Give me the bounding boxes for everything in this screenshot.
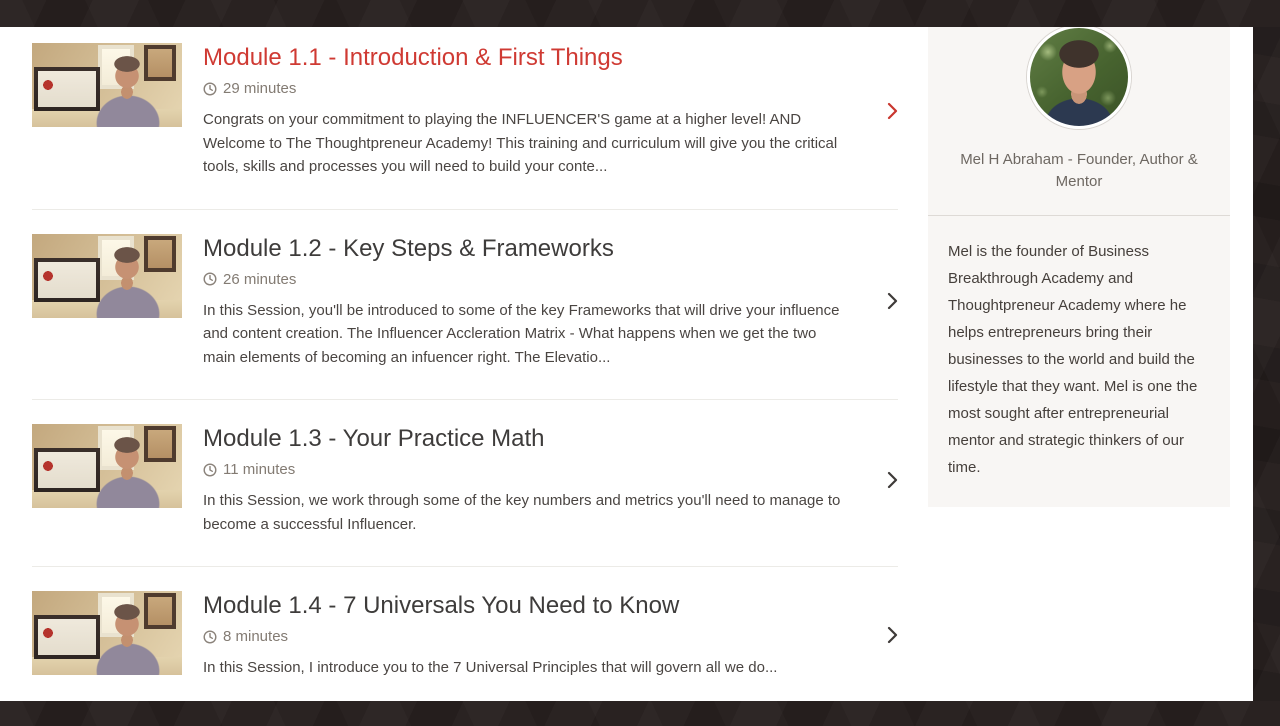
module-title[interactable]: Module 1.3 - Your Practice Math (203, 425, 545, 452)
chevron-right-icon[interactable] (872, 43, 898, 179)
module-row-1-4[interactable] (32, 591, 898, 710)
clock-icon (203, 272, 217, 286)
module-info (203, 234, 872, 370)
module-duration-label: 29 minutes (223, 80, 297, 97)
module-info (203, 591, 872, 680)
module-description: Congrats on your commitment to playing the INFLUENCER'S game at a higher level! AND Welcome to The Thoughtpreneur Academy! This training and curriculum will give you the critical tools, skills and processes you will need to build your conte... (203, 111, 838, 175)
chevron-right-icon[interactable] (872, 591, 898, 680)
module-description: In this Session, we work through some of the key numbers and metrics you'll need to manage to become a successful Influencer. (203, 492, 841, 533)
module-duration-label: 11 minutes (223, 461, 296, 478)
instructor-avatar (1027, 27, 1131, 129)
module-duration (203, 271, 872, 288)
module-info (203, 43, 872, 179)
top-bar (0, 0, 1280, 27)
chevron-right-icon[interactable] (872, 234, 898, 370)
module-duration (203, 461, 872, 478)
module-title[interactable]: Module 1.4 - 7 Universals You Need to Know (203, 592, 680, 619)
instructor-bio: Mel is the founder of Business Breakthrough Academy and Thoughtpreneur Academy where he helps entrepreneurs bring their businesses to the world and build the lifestyle that they want. Mel is one the most sought after entrepreneurial mentor and strategic thinkers of our time. (948, 243, 1198, 476)
module-thumbnail[interactable] (32, 591, 182, 675)
chevron-right-icon[interactable] (872, 424, 898, 536)
module-duration (203, 628, 872, 645)
clock-icon (203, 630, 217, 644)
module-description: In this Session, I introduce you to the 7 Universal Principles that will govern all we do... (203, 659, 778, 676)
module-duration (203, 80, 872, 97)
module-thumbnail[interactable] (32, 424, 182, 508)
module-title[interactable]: Module 1.1 - Introduction & First Things (203, 44, 623, 71)
module-list (32, 43, 898, 710)
instructor-panel (928, 27, 1230, 507)
module-description: In this Session, you'll be introduced to some of the key Frameworks that will drive your influence and content creation. The Influencer Accleration Matrix - What happens when we get the two main elements of becoming an infuencer right. The Elevatio... (203, 301, 840, 366)
module-row-1-3[interactable] (32, 424, 898, 567)
module-row-1-1[interactable] (32, 43, 898, 210)
module-thumbnail[interactable] (32, 234, 182, 318)
module-row-1-2[interactable] (32, 234, 898, 401)
content-area (0, 27, 1253, 726)
module-info (203, 424, 872, 536)
module-title[interactable]: Module 1.2 - Key Steps & Frameworks (203, 234, 614, 262)
clock-icon (203, 463, 217, 477)
module-duration-label: 26 minutes (223, 270, 297, 288)
clock-icon (203, 82, 217, 96)
instructor-name: Mel H Abraham - Founder, Author & Mentor (960, 151, 1198, 190)
module-thumbnail[interactable] (32, 43, 182, 127)
module-duration-label: 8 minutes (223, 628, 289, 645)
bottom-bar (0, 701, 1280, 726)
